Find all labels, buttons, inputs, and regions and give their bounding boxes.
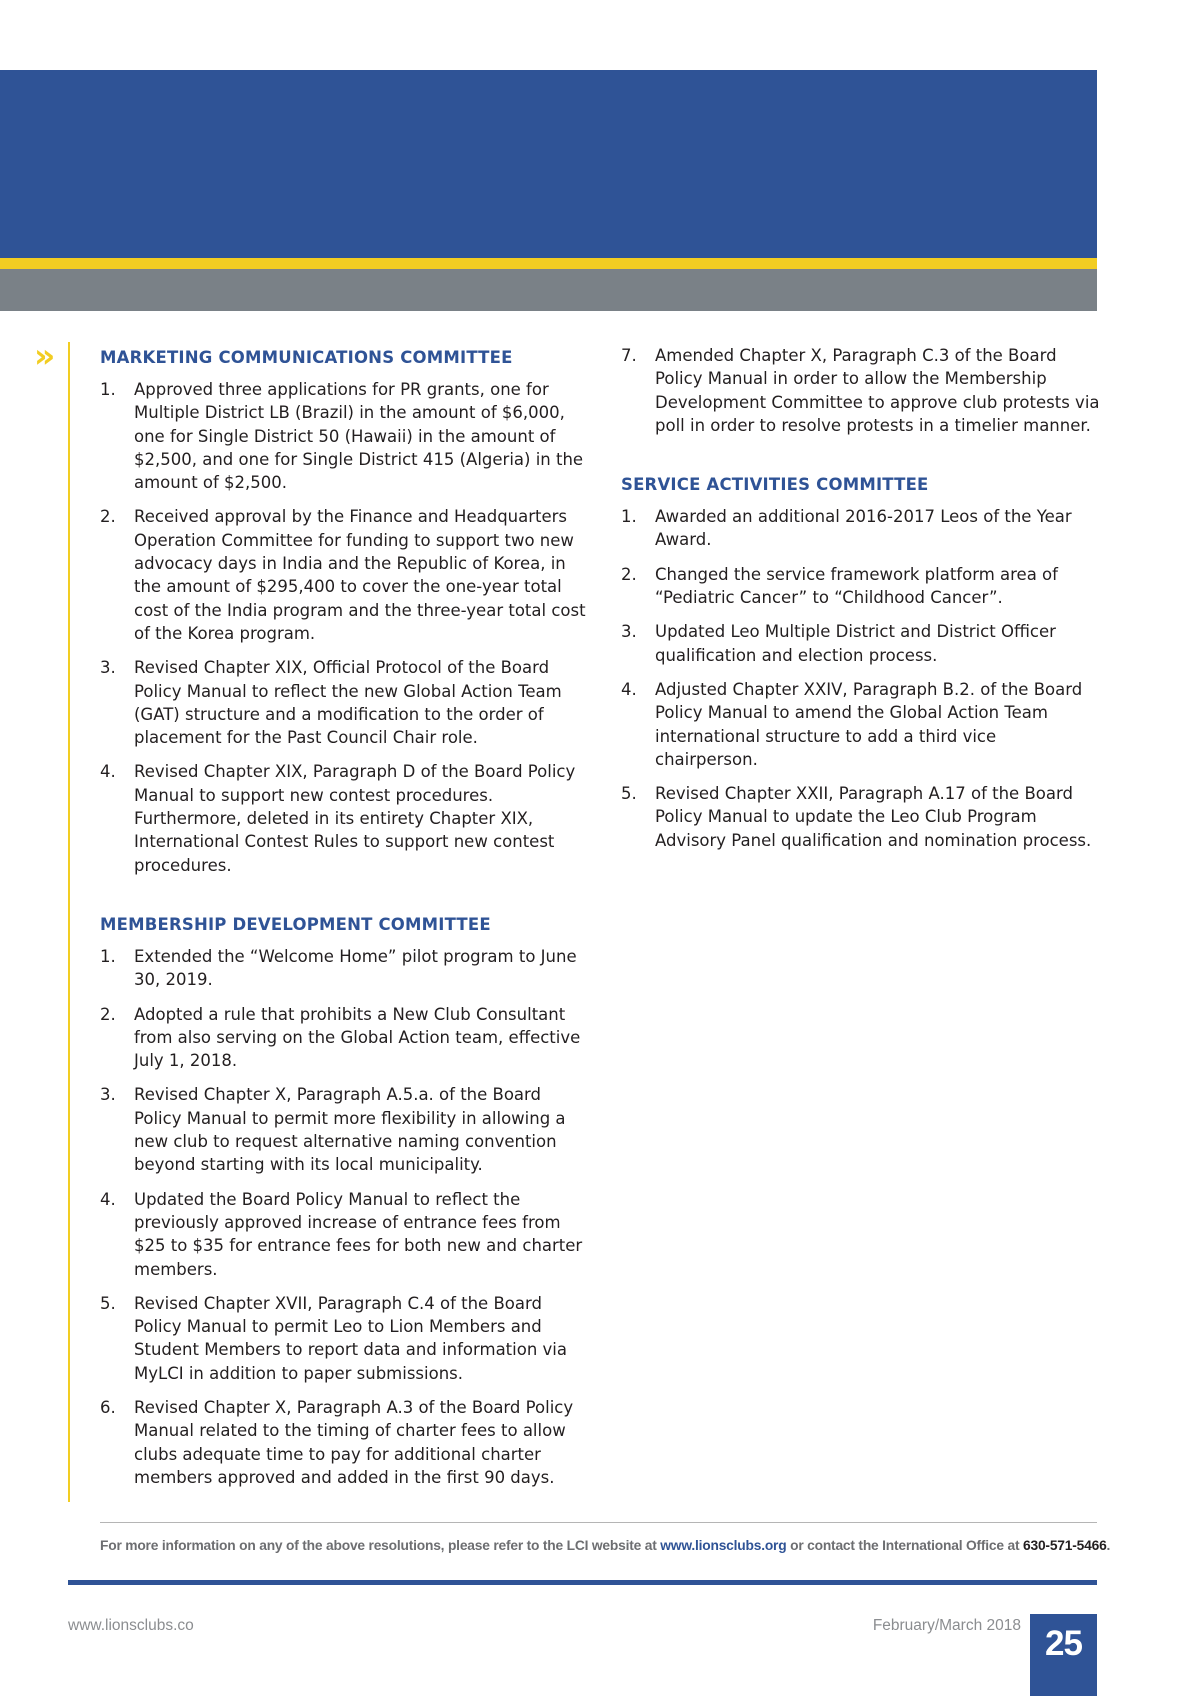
item-number: 7. [621, 346, 637, 365]
list-item [621, 620, 1101, 667]
membership-list-continued [621, 344, 1101, 437]
page-number-box [1030, 1614, 1097, 1696]
list-item [100, 656, 590, 749]
lci-website-link[interactable]: www.lionsclubs.org [660, 1538, 787, 1553]
left-column [100, 344, 590, 1523]
item-number: 1. [100, 380, 116, 399]
site-url[interactable]: www.lionsclubs.co [68, 1617, 194, 1634]
header-yellow-stripe [0, 258, 1097, 269]
list-item [100, 760, 590, 876]
header-gray-stripe [0, 269, 1097, 311]
item-text: Adjusted Chapter XXIV, Paragraph B.2. of the Board Policy Manual to amend the Global Action Team international structure to add a third vice chairperson. [655, 679, 1083, 769]
item-number: 4. [621, 679, 637, 699]
list-item [100, 378, 590, 494]
issue-date: February/March 2018 [872, 1617, 1021, 1634]
header-banner [0, 70, 1097, 258]
list-item [100, 945, 590, 992]
list-item [621, 505, 1101, 552]
footer-note-middle: or contact the International Office at [786, 1538, 1024, 1553]
membership-section-continued [621, 344, 1101, 437]
list-item [621, 344, 1101, 437]
item-text: Adopted a rule that prohibits a New Club Consultant from also serving on the Global Action team, effective July 1, 2018. [134, 1004, 581, 1071]
item-number: 2. [621, 564, 637, 584]
item-text: Revised Chapter XVII, Paragraph C.4 of the Board Policy Manual to permit Leo to Lion Members and Student Members to report data and information via MyLCI in addition to paper submissions. [134, 1293, 567, 1383]
marketing-list [100, 378, 590, 877]
list-item [100, 1292, 590, 1385]
membership-list [100, 945, 590, 1489]
item-text: Amended Chapter X, Paragraph C.3 of the Board Policy Manual in order to allow the Membership Development Committee to approve club protests via poll in order to resolve protests in a timelier manner. [655, 346, 1100, 435]
list-item [100, 1003, 590, 1073]
item-text: Revised Chapter X, Paragraph A.5.a. of the Board Policy Manual to permit more flexibility in allowing a new club to request alternative naming convention beyond starting with its local municipality. [134, 1085, 566, 1175]
item-text: Approved three applications for PR grants, one for Multiple District LB (Brazil) in the amount of $6,000, one for Single District 50 (Hawaii) in the amount of $2,500, and one for Single District 415 (Algeria) in the amount of $2,500. [134, 380, 584, 493]
section-heading-marketing: MARKETING COMMUNICATIONS COMMITTEE [100, 348, 513, 367]
membership-section [100, 911, 590, 1489]
section-heading-service: SERVICE ACTIVITIES COMMITTEE [621, 475, 929, 495]
service-section [621, 471, 1101, 852]
item-number: 4. [100, 1189, 116, 1209]
office-phone: 630-571-5466 [1023, 1538, 1107, 1553]
item-text: Revised Chapter XIX, Official Protocol of the Board Policy Manual to reflect the new Global Action Team (GAT) structure and a modification to the order of placement for the Past Council Chair role. [134, 658, 562, 748]
item-text: Revised Chapter XIX, Paragraph D of the Board Policy Manual to support new contest procedures. Furthermore, deleted in its entirety Chapter XIX, International Contest Rules to support new contest procedures. [134, 762, 576, 875]
item-number: 3. [100, 658, 116, 678]
bottom-rule [68, 1580, 1097, 1585]
item-number: 3. [100, 1085, 116, 1105]
item-number: 1. [621, 507, 637, 527]
item-number: 5. [100, 1293, 116, 1313]
footer-note [100, 1538, 1111, 1553]
item-text: Updated the Board Policy Manual to reflect the previously approved increase of entrance fees from $25 to $35 for entrance fees for both new and charter members. [134, 1189, 583, 1279]
section-heading-membership: MEMBERSHIP DEVELOPMENT COMMITTEE [100, 914, 491, 934]
footer-divider [100, 1522, 1097, 1523]
item-text: Updated Leo Multiple District and District Officer qualification and election process. [655, 622, 1056, 665]
item-number: 2. [100, 507, 116, 527]
item-text: Awarded an additional 2016-2017 Leos of the Year Award. [655, 507, 1072, 550]
right-column [621, 344, 1101, 886]
list-item [100, 1188, 590, 1281]
list-item [621, 678, 1101, 771]
list-item [621, 782, 1101, 852]
list-item [100, 505, 590, 645]
item-text: Changed the service framework platform area of “Pediatric Cancer” to “Childhood Cancer”. [655, 564, 1058, 608]
service-list [621, 505, 1101, 852]
item-number: 3. [621, 622, 637, 642]
footer-note-suffix: . [1106, 1538, 1111, 1553]
item-number: 4. [100, 762, 116, 782]
item-text: Revised Chapter XXII, Paragraph A.17 of the Board Policy Manual to update the Leo Club Program Advisory Panel qualification and nomination process. [655, 784, 1092, 850]
list-item [100, 1396, 590, 1489]
item-number: 6. [100, 1397, 116, 1417]
marketing-section [100, 344, 590, 877]
list-item [100, 1083, 590, 1176]
list-item [621, 563, 1101, 610]
page-number: 25 [1045, 1624, 1082, 1663]
item-text: Received approval by the Finance and Headquarters Operation Committee for funding to support two new advocacy days in India and the Republic of Korea, in the amount of $295,400 to cover the one-year total cost of the India program and the three-year total cost of the Korea program. [134, 507, 586, 643]
chevron-icon: » [34, 336, 50, 375]
item-text: Extended the “Welcome Home” pilot program to June 30, 2019. [134, 946, 577, 990]
item-number: 5. [621, 784, 637, 804]
item-text: Revised Chapter X, Paragraph A.3 of the Board Policy Manual related to the timing of charter fees to allow clubs adequate time to pay for additional charter members approved and added in the first 90 days. [134, 1397, 574, 1487]
footer-note-prefix: For more information on any of the above resolutions, please refer to the LCI website at [100, 1538, 661, 1553]
item-number: 1. [100, 946, 116, 966]
margin-rule [68, 342, 70, 1502]
item-number: 2. [100, 1004, 116, 1024]
